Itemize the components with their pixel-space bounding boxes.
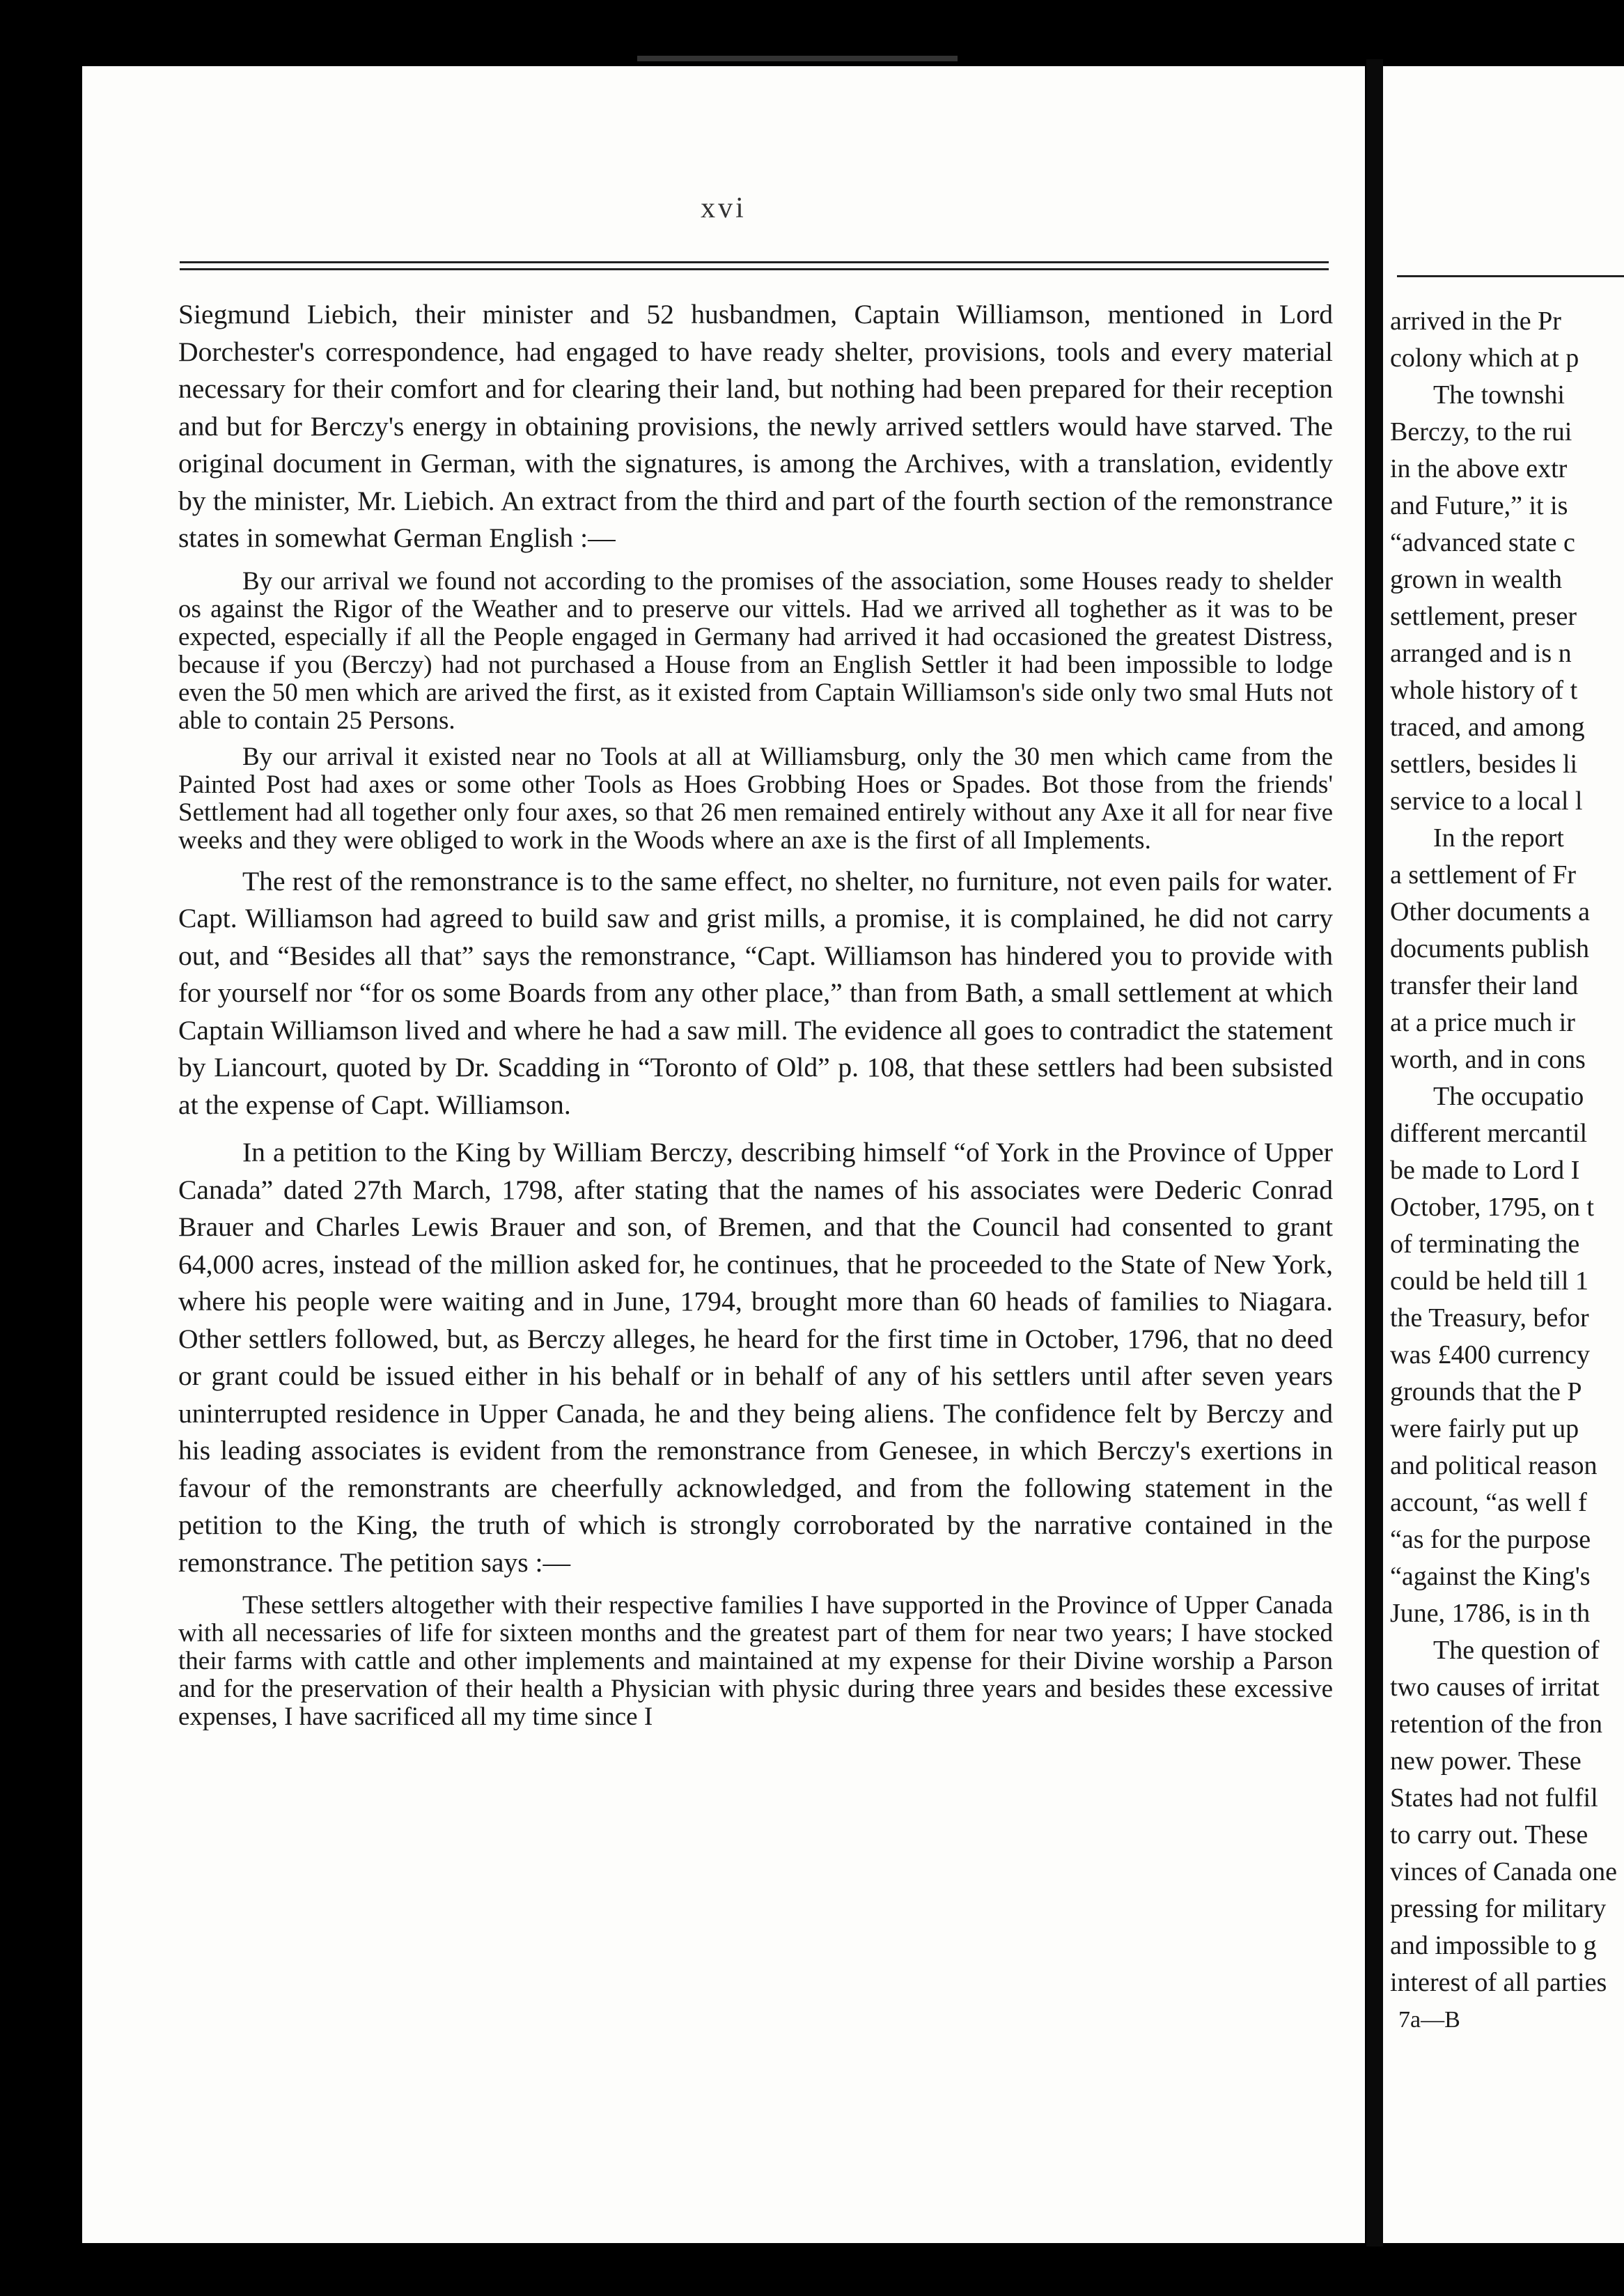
right-page-line: arrived in the Pr — [1390, 307, 1561, 336]
top-edge-mark — [637, 56, 958, 61]
header-rule-bottom — [180, 268, 1329, 270]
right-page-line: a settlement of Fr — [1390, 860, 1576, 890]
quoted-paragraph: These settlers altogether with their respective families I have supported in the Province of Upper Canada with all necessaries of life for sixteen months and the greatest part of them for near two years; I have stocked their farms with cattle and other implements and maintained at my expense for their Divine worship a Parson and for the preservation of their health a Physician with physic during three years and besides these excessive expenses, I have sacrificed all my time since I — [178, 1591, 1333, 1731]
right-page-line: at a price much ir — [1390, 1008, 1575, 1037]
right-page-line: account, “as well f — [1390, 1488, 1587, 1517]
right-page-line: The question of — [1433, 1636, 1600, 1665]
right-page-line: retention of the fron — [1390, 1709, 1602, 1739]
right-page-line: could be held till 1 — [1390, 1266, 1588, 1296]
right-page-line: “as for the purpose — [1390, 1525, 1591, 1554]
right-page-line: were fairly put up — [1390, 1414, 1579, 1443]
right-page-line: In the report — [1433, 823, 1564, 853]
right-page-line: “advanced state c — [1390, 528, 1575, 557]
right-page-line: settlers, besides li — [1390, 750, 1578, 779]
right-page-text — [1383, 303, 1624, 2038]
right-page-line: June, 1786, is in th — [1390, 1599, 1591, 1628]
left-page — [82, 66, 1365, 2243]
right-page — [1383, 66, 1624, 2243]
quoted-paragraph: By our arrival we found not according to the promises of the association, some Houses ready to shelder os against the Rigor of the Weather and to preserve our vittels. Had we arrived all toghether as it was to be expected, especially if all the People engaged in Germany had arrived it had occasioned the greatest Distress, because if you (Berczy) had not purchased a House from an English Settler it had been impossible to lodge even the 50 men which are arived the first, as it existed from Captain Williamson's side only two smal Huts not able to contain 25 Persons. — [178, 566, 1333, 735]
right-page-line: arranged and is n — [1390, 639, 1572, 668]
right-page-line: States had not fulfil — [1390, 1783, 1598, 1813]
paragraph: Siegmund Liebich, their minister and 52 husbandmen, Captain Williamson, mentioned in Lord Dorchester's correspondence, had engaged to have ready shelter, provisions, tools and every material necessary for their comfort and for clearing their land, but nothing had been prepared for their reception and but for Berczy's energy in obtaining provisions, the newly arrived settlers would have starved. The original document in German, with the signatures, is among the Archives, with a translation, evidently by the minister, Mr. Liebich. An extract from the third and part of the fourth section of the remonstrance states in somewhat German English :— — [178, 299, 1333, 553]
right-page-line: “against the King's — [1390, 1562, 1591, 1591]
right-page-line: Berczy, to the rui — [1390, 417, 1572, 447]
right-page-line: service to a local l — [1390, 786, 1583, 816]
right-page-line: the Treasury, befor — [1390, 1303, 1589, 1333]
right-page-line: October, 1795, on t — [1390, 1193, 1594, 1222]
right-page-line: be made to Lord I — [1390, 1156, 1580, 1185]
right-page-line: The occupatio — [1433, 1082, 1584, 1111]
right-page-line: in the above extr — [1390, 454, 1568, 483]
quoted-paragraph: By our arrival it existed near no Tools at all at Williamsburg, only the 30 men which came from the Painted Post had axes or some other Tools as Hoes Grobbing Hoes or Spades. Bot those from the friends' Settlement had all together only four axes, so that 26 men remained entirely without any Axe it all for near five weeks and they were obliged to work in the Woods where an axe is the first of all Implements. — [178, 742, 1333, 855]
right-page-line: pressing for military — [1390, 1894, 1607, 1923]
right-page-line: worth, and in cons — [1390, 1045, 1586, 1074]
page-number: xvi — [701, 192, 747, 224]
right-page-line: Other documents a — [1390, 897, 1591, 926]
right-page-line: grounds that the P — [1390, 1377, 1582, 1406]
right-page-line: to carry out. These — [1390, 1820, 1588, 1849]
right-page-line: vinces of Canada one — [1390, 1857, 1618, 1886]
right-page-line: whole history of t — [1390, 676, 1578, 705]
right-page-line: documents publish — [1390, 934, 1590, 963]
right-page-line: was £400 currency — [1390, 1340, 1591, 1370]
right-page-line: transfer their land — [1390, 971, 1579, 1000]
right-header-rule — [1397, 275, 1624, 277]
right-page-line: new power. These — [1390, 1746, 1582, 1776]
right-page-line: two causes of irritat — [1390, 1673, 1600, 1702]
right-page-line: traced, and among — [1390, 713, 1585, 742]
right-page-line: of terminating the — [1390, 1230, 1580, 1259]
header-rule-top — [180, 261, 1329, 263]
right-page-line: settlement, preser — [1390, 602, 1577, 631]
right-page-line: 7a—B — [1398, 2007, 1460, 2033]
right-page-line: and political reason — [1390, 1451, 1598, 1480]
right-page-line: The townshi — [1433, 380, 1565, 410]
right-page-line: interest of all parties — [1390, 1968, 1607, 1997]
right-page-line: different mercantil — [1390, 1119, 1588, 1148]
body-text — [178, 296, 1333, 1739]
page-gutter — [1366, 59, 1383, 2247]
paragraph: The rest of the remonstrance is to the same effect, no shelter, no furniture, not even pails for water. Capt. Williamson had agreed to build saw and grist mills, a promise, it is complained, he did not carry out, and “Besides all that” says the remonstrance, “Capt. Williamson has hindered you to provide with for yourself nor “for os some Boards from any other place,” than from Bath, a small settlement at which Captain Williamson lived and where he had a saw mill. The evidence all goes to contradict the statement by Liancourt, quoted by Dr. Scadding in “Toronto of Old” p. 108, that these settlers had been subsisted at the expense of Capt. Williamson. — [178, 865, 1333, 1120]
right-page-line: and impossible to g — [1390, 1931, 1597, 1960]
right-page-line: and Future,” it is — [1390, 491, 1568, 520]
right-page-line: grown in wealth — [1390, 565, 1562, 594]
paragraph: In a petition to the King by William Berczy, describing himself “of York in the Province of Upper Canada” dated 27th March, 1798, after stating that the names of his associates were Dederic Conrad Brauer and Charles Lewis Brauer and son, of Bremen, and that the Council had consented to grant 64,000 acres, instead of the million asked for, he continues, that he proceeded to the State of New York, where his people were waiting and in June, 1794, brought more than 60 heads of families to Niagara. Other settlers followed, but, as Berczy alleges, he heard for the first time in October, 1796, that no deed or grant could be issued either in his behalf or in behalf of any of his settlers until after seven years uninterrupted residence in Upper Canada, he and they being aliens. The confidence felt by Berczy and his leading associates is evident from the remonstrance from Genesee, in which Berczy's exertions in favour of the remonstrants are cheerfully acknowledged, and from the following statement in the petition to the King, the truth of which is strongly corroborated by the narrative contained in the remonstrance. The petition says :— — [178, 1137, 1333, 1578]
right-page-line: colony which at p — [1390, 343, 1579, 373]
